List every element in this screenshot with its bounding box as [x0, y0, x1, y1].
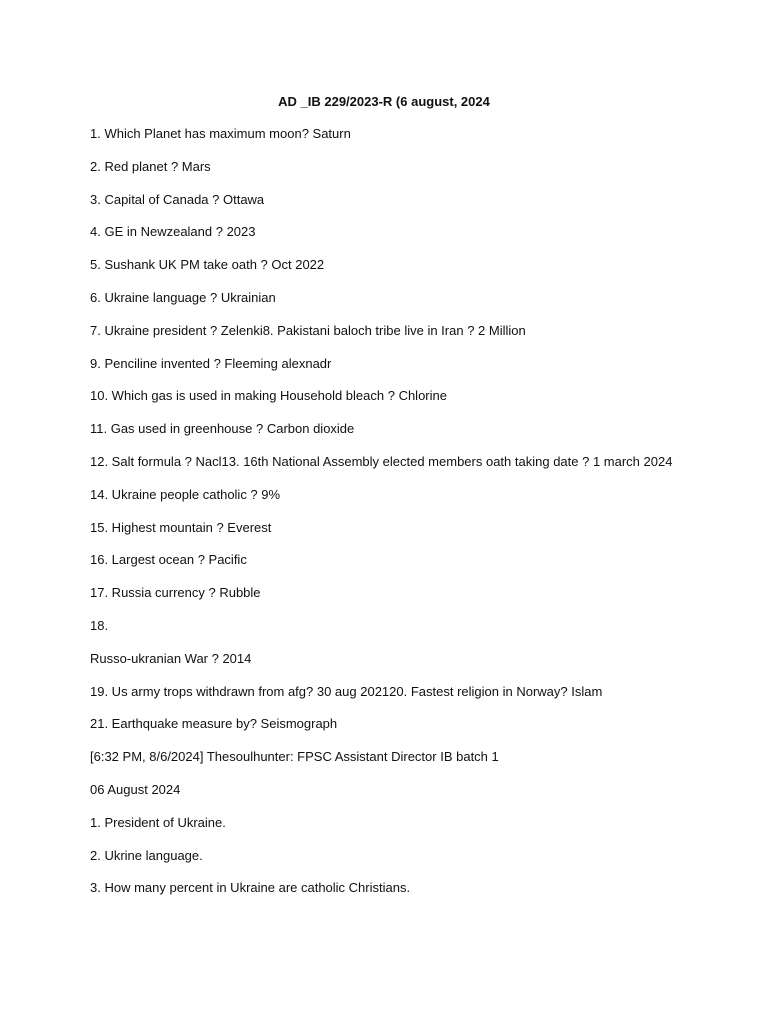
- text-line: 17. Russia currency ? Rubble: [90, 585, 261, 601]
- text-line: 6. Ukraine language ? Ukrainian: [90, 289, 276, 305]
- text-line: 1. President of Ukraine.: [90, 814, 226, 830]
- text-line: Russo-ukranian War ? 2014: [90, 650, 252, 666]
- text-line: 11. Gas used in greenhouse ? Carbon dioxide: [90, 421, 355, 437]
- text-line: 3. How many percent in Ukraine are catholic Christians.: [90, 880, 411, 896]
- text-line: 19. Us army trops withdrawn from afg? 30 aug 202120. Fastest religion in Norway? Islam: [90, 683, 603, 699]
- text-line: 1. Which Planet has maximum moon? Saturn: [90, 126, 351, 141]
- text-line: [6:32 PM, 8/6/2024] Thesoulhunter: FPSC Assistant Director IB batch 1: [90, 749, 499, 765]
- text-line: 2. Red planet ? Mars: [90, 158, 211, 174]
- text-line: 06 August 2024: [90, 781, 181, 797]
- text-line: 4. GE in Newzealand ? 2023: [90, 224, 256, 240]
- text-line: 2. Ukrine language.: [90, 847, 203, 863]
- text-line: 18.: [90, 617, 109, 633]
- text-line: 21. Earthquake measure by? Seismograph: [90, 716, 338, 732]
- text-line: 3. Capital of Canada ? Ottawa: [90, 191, 265, 207]
- document-title: AD _IB 229/2023-R (6 august, 2024: [278, 94, 490, 109]
- text-line: 5. Sushank UK PM take oath ? Oct 2022: [90, 257, 325, 273]
- document-body: [90, 126, 760, 913]
- text-line: 12. Salt formula ? Nacl13. 16th National Assembly elected members oath taking date ? 1 march 2024: [90, 453, 673, 469]
- text-line: 16. Largest ocean ? Pacific: [90, 552, 247, 568]
- text-line: 15. Highest mountain ? Everest: [90, 519, 272, 535]
- text-line: 7. Ukraine president ? Zelenki8. Pakistani baloch tribe live in Iran ? 2 Million: [90, 322, 526, 338]
- text-line: 10. Which gas is used in making Household bleach ? Chlorine: [90, 388, 447, 404]
- text-line: 9. Penciline invented ? Fleeming alexnadr: [90, 355, 332, 371]
- text-line: 14. Ukraine people catholic ? 9%: [90, 486, 281, 502]
